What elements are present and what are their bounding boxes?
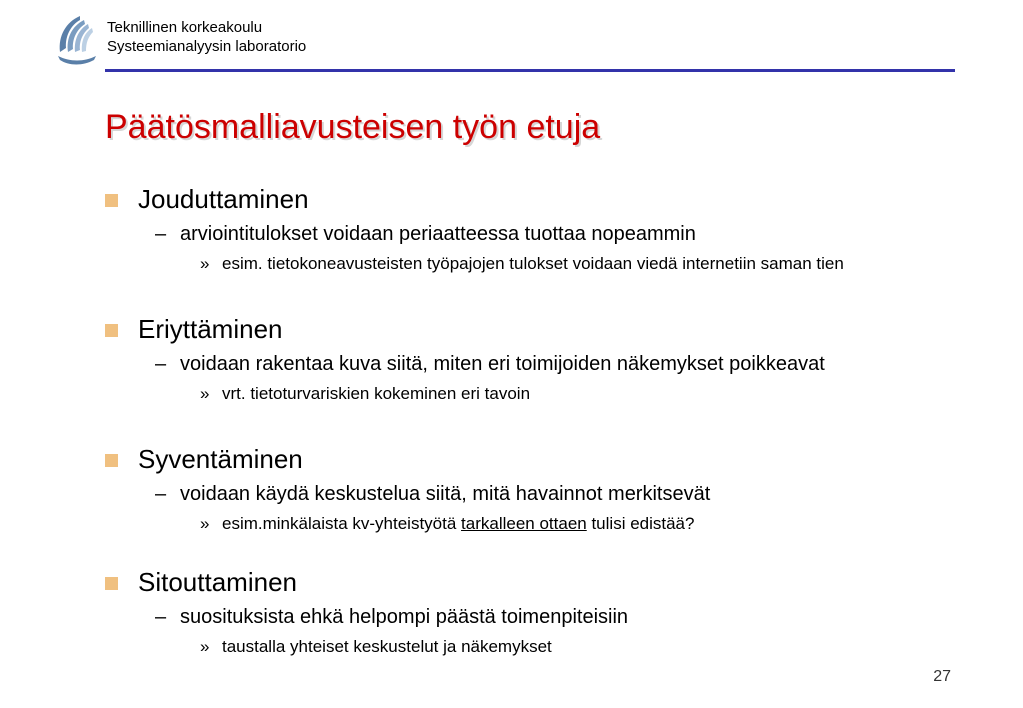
square-bullet-icon — [105, 454, 118, 467]
detail-item-text: taustalla yhteiset keskustelut ja näkemykset — [222, 637, 552, 656]
guillemet-marker: » — [200, 384, 210, 403]
dash-marker: – — [155, 606, 167, 628]
detail-text-suffix: tulisi edistää? — [586, 514, 695, 533]
guillemet-marker: » — [200, 254, 210, 273]
section-heading: Jouduttaminen — [138, 184, 309, 214]
underlined-emphasis: tarkalleen ottaen — [461, 514, 587, 533]
page-number: 27 — [933, 668, 951, 685]
dash-marker: – — [155, 223, 167, 245]
sub-item-text: voidaan käydä keskustelua siitä, mitä havainnot merkitsevät — [180, 483, 711, 505]
header-divider — [105, 69, 955, 72]
slide-title: Päätösmalliavusteisen työn etuja — [105, 108, 601, 146]
detail-item-text: esim. tietokoneavusteisten työpajojen tulokset voidaan viedä internetiin saman tien — [222, 254, 844, 273]
guillemet-marker: » — [200, 514, 210, 533]
organization-line-1: Teknillinen korkeakoulu — [107, 19, 263, 36]
dash-marker: – — [155, 483, 167, 505]
section-heading: Eriyttäminen — [138, 314, 283, 344]
square-bullet-icon — [105, 577, 118, 590]
detail-item-text: vrt. tietoturvariskien kokeminen eri tavoin — [222, 384, 531, 403]
sub-item-text: suosituksista ehkä helpompi päästä toimenpiteisiin — [180, 606, 629, 628]
guillemet-marker: » — [200, 637, 210, 656]
sub-item-text: voidaan rakentaa kuva siitä, miten eri toimijoiden näkemykset poikkeavat — [180, 353, 825, 375]
sub-item-text: arviointitulokset voidaan periaatteessa tuottaa nopeammin — [180, 223, 696, 245]
square-bullet-icon — [105, 324, 118, 337]
square-bullet-icon — [105, 194, 118, 207]
detail-text-prefix: esim.minkälaista kv-yhteistyötä — [222, 514, 462, 533]
detail-item-text — [222, 513, 694, 535]
dash-marker: – — [155, 353, 167, 375]
university-logo — [50, 12, 102, 68]
section-heading: Sitouttaminen — [138, 567, 297, 597]
organization-line-2: Systeemianalyysin laboratorio — [107, 38, 307, 55]
organization-name — [107, 18, 306, 56]
section-heading: Syventäminen — [138, 444, 303, 474]
